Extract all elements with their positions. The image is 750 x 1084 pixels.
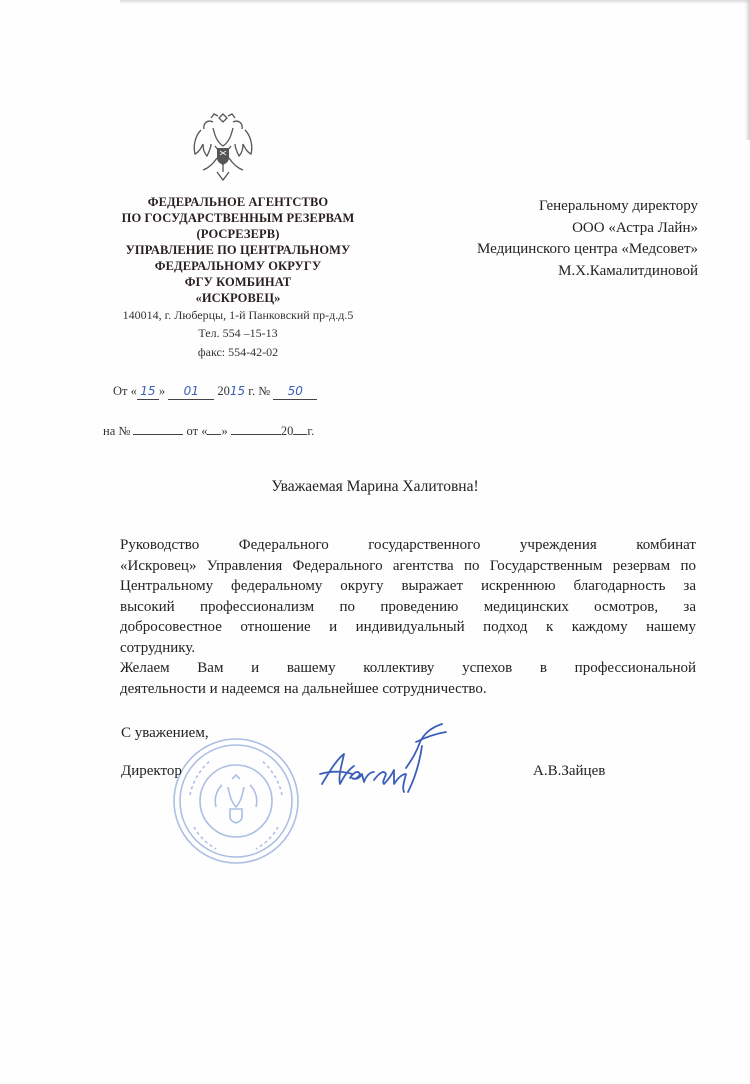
signatory-name: А.В.Зайцев: [533, 763, 606, 779]
closing-phrase: С уважением,: [121, 725, 209, 741]
sender-address: 140014, г. Люберцы, 1-й Панковский пр-д.д.5: [122, 308, 354, 322]
from-label: От: [113, 384, 128, 398]
year-number-label: г. №: [248, 384, 271, 398]
body-line: деятельности и надеемся на дальнейшее сотрудничество.: [120, 680, 487, 697]
recipient-line: Генеральному директору: [538, 198, 698, 214]
outgoing-registration: От « 15 » 01 2015 г. № 50: [113, 384, 317, 400]
signatory-position: Директор: [121, 763, 182, 779]
handwritten-month: 01: [183, 384, 199, 398]
paragraph-2: [120, 658, 696, 699]
sender-fax: факс: 554-42-02: [197, 345, 279, 359]
year-prefix: 20: [217, 384, 230, 398]
sender-block: [88, 194, 388, 362]
recipient-line: Медицинского центра «Медсовет»: [476, 241, 698, 257]
recipient-line: ООО «Астра Лайн»: [572, 219, 698, 236]
recipient-line: М.Х.Камалитдиновой: [558, 262, 698, 279]
org-line: ФЕДЕРАЛЬНОМУ ОКРУГУ: [154, 259, 322, 273]
body-line: высокий профессионализм по проведению медицинских осмотров, за: [120, 598, 696, 615]
org-line: (РОСРЕЗЕРВ): [196, 227, 280, 241]
reference-registration: [103, 424, 314, 439]
double-headed-eagle-emblem-icon: [187, 108, 259, 186]
handwritten-day: 15: [140, 384, 156, 398]
scan-shadow-right: [745, 0, 750, 140]
handwritten-signature-icon: [312, 722, 460, 804]
body-line: Центральному федеральному округу выражает искреннюю благодарность за: [120, 578, 696, 594]
salutation: Уважаемая Марина Халитовна!: [271, 478, 479, 495]
body-line: добросовестное отношение и индивидуальный подход к каждому нашему: [120, 619, 696, 635]
sender-phone: Тел. 554 –15-13: [198, 326, 278, 340]
org-line: «ИСКРОВЕЦ»: [195, 291, 281, 305]
body-line: «Искровец» Управления Федерального агентства по Государственным резервам по: [120, 557, 696, 574]
paragraph-1: [120, 535, 696, 658]
ref-year: 20: [280, 424, 294, 438]
org-line: ФЕДЕРАЛЬНОЕ АГЕНТСТВО: [147, 195, 329, 209]
org-line: ПО ГОСУДАРСТВЕННЫМ РЕЗЕРВАМ: [121, 211, 355, 225]
ref-year-label: г.: [307, 424, 315, 438]
official-stamp-icon: [170, 735, 302, 867]
ref-quote-close: »: [221, 424, 228, 438]
handwritten-year: 15: [229, 384, 246, 398]
body-line: Желаем Вам и вашему коллективу успехов в профессиональной: [120, 660, 696, 676]
org-line: УПРАВЛЕНИЕ ПО ЦЕНТРАЛЬНОМУ: [125, 243, 351, 257]
handwritten-number: 50: [287, 384, 303, 398]
ref-label: на №: [103, 424, 131, 438]
body-line: Руководство Федерального государственного учреждения комбинат: [120, 537, 696, 553]
letter-body: [120, 535, 696, 699]
scan-shadow-top: [120, 0, 750, 4]
body-line: сотруднику.: [120, 639, 196, 656]
org-line: ФГУ КОМБИНАТ: [184, 275, 292, 289]
ref-from: от «: [186, 424, 208, 438]
recipient-block: [378, 196, 698, 282]
